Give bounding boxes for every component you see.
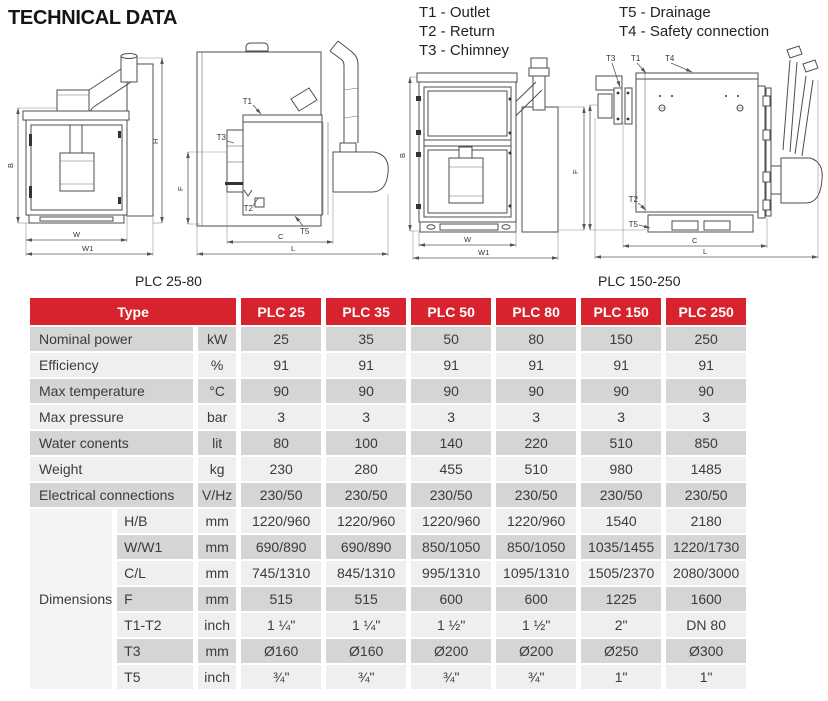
row-label: Max pressure [30,405,193,429]
value-cell: 1095/1310 [496,561,576,585]
value-cell: 510 [581,431,661,455]
dim-label-F: F [176,186,185,191]
value-cell: 690/890 [326,535,406,559]
value-cell: 25 [241,327,321,351]
value-cell: 90 [581,379,661,403]
unit-cell: bar [198,405,236,429]
row-dim-t1t2 [30,613,746,637]
spec-table [25,296,751,691]
unit-cell: V/Hz [198,483,236,507]
unit-cell: mm [198,535,236,559]
value-cell: 91 [241,353,321,377]
value-cell: 3 [326,405,406,429]
value-cell: Ø160 [241,639,321,663]
unit-cell: mm [198,561,236,585]
dim-label-L: L [291,244,296,253]
legend-item-t3: T3 - Chimney [419,42,510,59]
value-cell: 2080/3000 [666,561,746,585]
value-cell: 3 [241,405,321,429]
value-cell: 850/1050 [496,535,576,559]
port-label-T1-2: T1 [631,54,641,63]
unit-cell: % [198,353,236,377]
value-cell: 515 [241,587,321,611]
drawing-side-large [590,46,822,259]
value-cell: 995/1310 [411,561,491,585]
dim-label-H: H [151,138,160,144]
dim-label-C2: C [692,236,698,245]
value-cell: 1600 [666,587,746,611]
value-cell: 230 [241,457,321,481]
dim-label-W1-2: W1 [478,248,490,257]
value-cell: ¾" [241,665,321,689]
port-label-T2: T2 [243,204,253,213]
port-label-T3-2: T3 [606,54,616,63]
value-cell: 600 [411,587,491,611]
value-cell: 230/50 [666,483,746,507]
dim-row-label: H/B [117,509,193,533]
value-cell: 230/50 [496,483,576,507]
value-cell: Ø200 [411,639,491,663]
value-cell: 515 [326,587,406,611]
value-cell: 1485 [666,457,746,481]
value-cell: 80 [241,431,321,455]
value-cell: 90 [411,379,491,403]
row-dim-f [30,587,746,611]
row-efficiency [30,353,746,377]
unit-cell: kg [198,457,236,481]
value-cell: 690/890 [241,535,321,559]
row-max-pressure [30,405,746,429]
value-cell: DN 80 [666,613,746,637]
column-header-plc35: PLC 35 [326,298,406,325]
drawing-front-small [6,54,162,257]
value-cell: 3 [666,405,746,429]
value-cell: 1 ½" [411,613,491,637]
value-cell: Ø160 [326,639,406,663]
legend-item-t2: T2 - Return [419,23,495,40]
column-header-plc150: PLC 150 [581,298,661,325]
port-label-T3: T3 [216,133,226,142]
legend-item-t1: T1 - Outlet [419,4,490,21]
value-cell: 50 [411,327,491,351]
value-cell: 980 [581,457,661,481]
row-label: Weight [30,457,193,481]
value-cell: 91 [411,353,491,377]
value-cell: 1225 [581,587,661,611]
value-cell: 90 [241,379,321,403]
legend-item-t5: T5 - Drainage [619,4,711,21]
value-cell: 250 [666,327,746,351]
row-dim-t5 [30,665,746,689]
port-label-T1: T1 [242,97,252,106]
value-cell: 2180 [666,509,746,533]
unit-cell: mm [198,587,236,611]
value-cell: 1220/960 [241,509,321,533]
value-cell: Ø300 [666,639,746,663]
drawing-front-large [398,58,584,260]
dimensions-group-label: Dimensions [30,509,112,689]
value-cell: 3 [496,405,576,429]
dim-label-W: W [73,230,81,239]
spec-table-container [25,296,751,691]
column-header-plc80: PLC 80 [496,298,576,325]
row-dim-ww1 [30,535,746,559]
row-water-contents [30,431,746,455]
column-header-plc250: PLC 250 [666,298,746,325]
port-label-T5-2: T5 [628,220,638,229]
row-electrical-connections [30,483,746,507]
value-cell: ¾" [411,665,491,689]
dim-row-label: T3 [117,639,193,663]
value-cell: 280 [326,457,406,481]
port-label-T2-2: T2 [628,195,638,204]
row-label: Electrical connections [30,483,193,507]
value-cell: 140 [411,431,491,455]
row-label: Water conents [30,431,193,455]
value-cell: 1 ½" [496,613,576,637]
caption-plc-150-250: PLC 150-250 [598,273,681,289]
dim-label-L2: L [703,247,708,256]
value-cell: 230/50 [241,483,321,507]
value-cell: 150 [581,327,661,351]
value-cell: 1540 [581,509,661,533]
value-cell: 745/1310 [241,561,321,585]
legend-item-t4: T4 - Safety connection [619,23,770,40]
value-cell: 91 [496,353,576,377]
value-cell: 2" [581,613,661,637]
value-cell: 1505/2370 [581,561,661,585]
value-cell: 1220/1730 [666,535,746,559]
row-label: Efficiency [30,353,193,377]
value-cell: 1" [666,665,746,689]
type-header: Type [30,298,236,325]
value-cell: Ø200 [496,639,576,663]
unit-cell: inch [198,665,236,689]
legend-left [419,3,509,60]
port-label-T5: T5 [300,227,310,236]
value-cell: 230/50 [581,483,661,507]
value-cell: ¾" [496,665,576,689]
unit-cell: mm [198,509,236,533]
value-cell: 3 [581,405,661,429]
value-cell: 80 [496,327,576,351]
dim-row-label: F [117,587,193,611]
value-cell: 220 [496,431,576,455]
value-cell: Ø250 [581,639,661,663]
value-cell: 600 [496,587,576,611]
value-cell: 3 [411,405,491,429]
value-cell: 91 [581,353,661,377]
value-cell: 91 [666,353,746,377]
unit-cell: °C [198,379,236,403]
dim-label-B2: B [398,152,407,158]
column-header-plc25: PLC 25 [241,298,321,325]
value-cell: 510 [496,457,576,481]
value-cell: 1" [581,665,661,689]
value-cell: 91 [326,353,406,377]
value-cell: ¾" [326,665,406,689]
row-dim-t3 [30,639,746,663]
unit-cell: mm [198,639,236,663]
value-cell: 90 [666,379,746,403]
value-cell: 1220/960 [411,509,491,533]
header-row [30,298,746,325]
row-label: Nominal power [30,327,193,351]
dim-label-W2: W [464,235,472,244]
dim-label-W1: W1 [82,244,94,253]
row-dim-hb [30,509,746,533]
port-label-T4: T4 [665,54,675,63]
dim-row-label: W/W1 [117,535,193,559]
caption-plc-25-80: PLC 25-80 [135,273,202,289]
dim-label-C: C [278,232,284,241]
value-cell: 850 [666,431,746,455]
value-cell: 230/50 [411,483,491,507]
column-header-plc50: PLC 50 [411,298,491,325]
dim-row-label: T1-T2 [117,613,193,637]
value-cell: 1220/960 [496,509,576,533]
value-cell: 90 [496,379,576,403]
row-max-temperature [30,379,746,403]
unit-cell: kW [198,327,236,351]
row-label: Max temperature [30,379,193,403]
value-cell: 1220/960 [326,509,406,533]
value-cell: 455 [411,457,491,481]
dim-label-B: B [6,162,15,168]
page-title: TECHNICAL DATA [8,7,178,29]
dim-label-F2: F [571,169,580,174]
dim-row-label: T5 [117,665,193,689]
value-cell: 90 [326,379,406,403]
value-cell: 845/1310 [326,561,406,585]
value-cell: 100 [326,431,406,455]
row-weight [30,457,746,481]
legend-right [619,3,769,41]
value-cell: 1 ¼" [241,613,321,637]
unit-cell: inch [198,613,236,637]
value-cell: 1035/1455 [581,535,661,559]
value-cell: 230/50 [326,483,406,507]
dim-row-label: C/L [117,561,193,585]
value-cell: 35 [326,327,406,351]
row-nominal-power [30,327,746,351]
value-cell: 1 ¼" [326,613,406,637]
value-cell: 850/1050 [411,535,491,559]
drawing-side-small [176,41,388,256]
row-dim-cl [30,561,746,585]
unit-cell: lit [198,431,236,455]
